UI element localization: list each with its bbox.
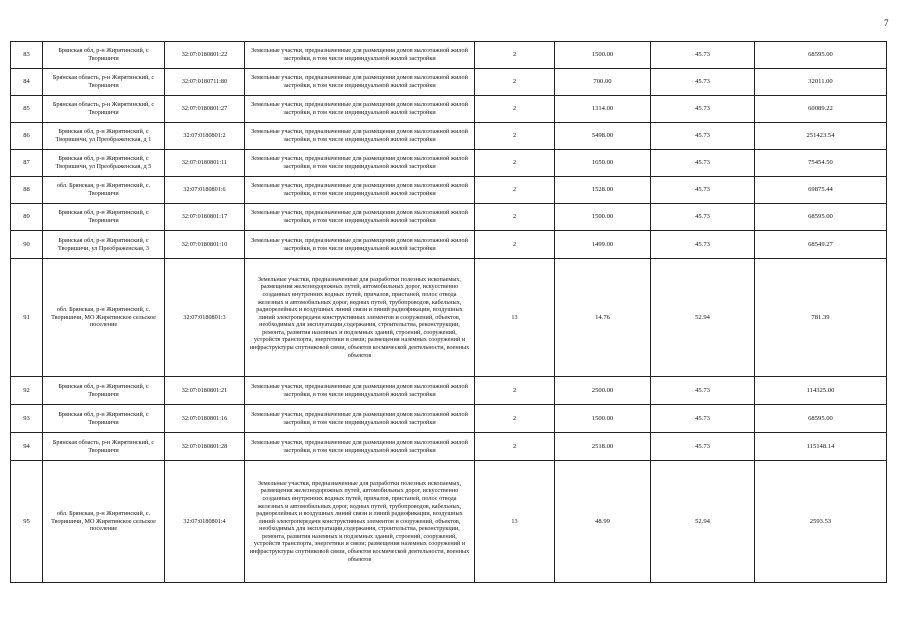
table-row xyxy=(11,405,887,433)
cadastral-number-cell: 32:07:0180801:17 xyxy=(165,204,245,231)
cadastral-number-cell: 32:07:0180801:22 xyxy=(165,42,245,69)
cadastral-number-cell: 32:07:0180801:27 xyxy=(165,96,245,123)
table-row xyxy=(11,204,887,231)
address-cell: Брянская обл, р-н Жирятинский, с Творишичи, ул Преображенская, 3 xyxy=(43,231,165,259)
land-use-purpose-cell: Земельные участки, предназначенные для размещения домов малоэтажной жилой застройки, в том числе индивидуальной жилой застройки xyxy=(245,433,475,461)
land-use-purpose-cell: Земельные участки, предназначенные для размещения домов малоэтажной жилой застройки, в том числе индивидуальной жилой застройки xyxy=(245,231,475,259)
table-row xyxy=(11,42,887,69)
cadastral-number-cell: 32:07:0180801:21 xyxy=(165,377,245,405)
row-number-cell: 88 xyxy=(11,177,43,204)
cadastral-value-cell: 60089.22 xyxy=(755,96,887,123)
group-number-cell: 2 xyxy=(475,69,555,96)
specific-value-cell: 45.73 xyxy=(651,150,755,177)
specific-value-cell: 45.73 xyxy=(651,433,755,461)
address-cell: Брянская обл, р-н Жирятинский, с Творишичи, ул Преображенская, д 5 xyxy=(43,150,165,177)
row-number-cell: 83 xyxy=(11,42,43,69)
area-cell: 1528.00 xyxy=(555,177,651,204)
area-cell: 48.99 xyxy=(555,461,651,583)
row-number-cell: 90 xyxy=(11,231,43,259)
table-row xyxy=(11,259,887,377)
area-cell: 1499.00 xyxy=(555,231,651,259)
land-use-purpose-cell: Земельные участки, предназначенные для разработки полезных ископаемых, размещения железнодорожных путей, автомобильных дорог, искусственно созданных внутренних водных путей, причалов, пристаней, полос отвода железных и автомобильных дорог, водных путей, трубопроводов, кабельных, радиорелейных и воздушных линий связи и линий радиофикации, воздушных линий электропередачи конструктивных элементов и сооружений, объектов, необходимых для эксплуатации,содержания, строительства, реконструкции, ремонта, развития наземных и подземных зданий, строений, сооружений, устройств транспорта, энергетики и связи; размещения наземных сооружений и инфраструктуры спутниковой связи, объектов космической деятельности, военных объектов xyxy=(245,259,475,377)
specific-value-cell: 45.73 xyxy=(651,69,755,96)
area-cell: 1650.00 xyxy=(555,150,651,177)
group-number-cell: 2 xyxy=(475,231,555,259)
cadastral-value-cell: 68549.27 xyxy=(755,231,887,259)
land-use-purpose-cell: Земельные участки, предназначенные для размещения домов малоэтажной жилой застройки, в том числе индивидуальной жилой застройки xyxy=(245,96,475,123)
row-number-cell: 87 xyxy=(11,150,43,177)
cadastral-number-cell: 32:07:0180801:11 xyxy=(165,150,245,177)
group-number-cell: 2 xyxy=(475,433,555,461)
area-cell: 1500.00 xyxy=(555,204,651,231)
row-number-cell: 92 xyxy=(11,377,43,405)
cadastral-value-cell: 75454.50 xyxy=(755,150,887,177)
cadastral-value-cell: 251423.54 xyxy=(755,123,887,150)
land-use-purpose-cell: Земельные участки, предназначенные для размещения домов малоэтажной жилой застройки, в том числе индивидуальной жилой застройки xyxy=(245,150,475,177)
cadastral-value-cell: 115148.14 xyxy=(755,433,887,461)
cadastral-number-cell: 32:07:0180801:10 xyxy=(165,231,245,259)
specific-value-cell: 52.94 xyxy=(651,461,755,583)
cadastral-value-cell: 2593.53 xyxy=(755,461,887,583)
cadastral-number-cell: 32:07:0180801:28 xyxy=(165,433,245,461)
address-cell: Брянская обл, р-н Жирятинский, с Творишичи xyxy=(43,42,165,69)
page-number: 7 xyxy=(884,18,889,28)
table-row xyxy=(11,150,887,177)
group-number-cell: 13 xyxy=(475,461,555,583)
group-number-cell: 13 xyxy=(475,259,555,377)
address-cell: Брянская обл, р-н Жирятинский, с Творишичи xyxy=(43,204,165,231)
land-use-purpose-cell: Земельные участки, предназначенные для размещения домов малоэтажной жилой застройки, в том числе индивидуальной жилой застройки xyxy=(245,204,475,231)
cadastral-value-cell: 781.39 xyxy=(755,259,887,377)
specific-value-cell: 45.73 xyxy=(651,231,755,259)
land-use-purpose-cell: Земельные участки, предназначенные для размещения домов малоэтажной жилой застройки, в том числе индивидуальной жилой застройки xyxy=(245,123,475,150)
row-number-cell: 89 xyxy=(11,204,43,231)
area-cell: 1500.00 xyxy=(555,42,651,69)
cadastral-value-cell: 68595.00 xyxy=(755,42,887,69)
address-cell: Брянская область, р-н Жирятинский, с Творишичи xyxy=(43,433,165,461)
land-use-purpose-cell: Земельные участки, предназначенные для размещения домов малоэтажной жилой застройки, в том числе индивидуальной жилой застройки xyxy=(245,42,475,69)
cadastral-number-cell: 32:07:0180801:4 xyxy=(165,461,245,583)
table-row xyxy=(11,461,887,583)
specific-value-cell: 52.94 xyxy=(651,259,755,377)
land-use-purpose-cell: Земельные участки, предназначенные для размещения домов малоэтажной жилой застройки, в том числе индивидуальной жилой застройки xyxy=(245,177,475,204)
address-cell: обл. Брянская, р-н Жирятинский, с. Творишичи xyxy=(43,177,165,204)
address-cell: Брянская область, р-н Жирятинский, с Творишичи xyxy=(43,96,165,123)
area-cell: 1314.00 xyxy=(555,96,651,123)
area-cell: 2518.00 xyxy=(555,433,651,461)
group-number-cell: 2 xyxy=(475,96,555,123)
table-row xyxy=(11,177,887,204)
table-row xyxy=(11,96,887,123)
group-number-cell: 2 xyxy=(475,177,555,204)
cadastral-number-cell: 32:07:0180801:3 xyxy=(165,259,245,377)
cadastral-number-cell: 32:07:0180801:6 xyxy=(165,177,245,204)
table-body xyxy=(11,42,887,583)
cadastral-number-cell: 32:07:0180801:16 xyxy=(165,405,245,433)
table-row xyxy=(11,69,887,96)
table-row xyxy=(11,231,887,259)
area-cell: 1500.00 xyxy=(555,405,651,433)
address-cell: Брянская область, р-н Жирятинский, с Творишичи xyxy=(43,69,165,96)
group-number-cell: 2 xyxy=(475,150,555,177)
specific-value-cell: 45.73 xyxy=(651,405,755,433)
row-number-cell: 86 xyxy=(11,123,43,150)
cadastral-value-cell: 114325.00 xyxy=(755,377,887,405)
area-cell: 5498.00 xyxy=(555,123,651,150)
specific-value-cell: 45.73 xyxy=(651,177,755,204)
cadastral-value-cell: 68595.00 xyxy=(755,204,887,231)
specific-value-cell: 45.73 xyxy=(651,204,755,231)
group-number-cell: 2 xyxy=(475,123,555,150)
specific-value-cell: 45.73 xyxy=(651,96,755,123)
address-cell: Брянская обл, р-н Жирятинский, с Творишичи, ул Преображенская, д 1 xyxy=(43,123,165,150)
land-use-purpose-cell: Земельные участки, предназначенные для размещения домов малоэтажной жилой застройки, в том числе индивидуальной жилой застройки xyxy=(245,377,475,405)
area-cell: 2500.00 xyxy=(555,377,651,405)
row-number-cell: 91 xyxy=(11,259,43,377)
address-cell: обл. Брянская, р-н Жирятинский, с. Творишичи, МО Жирятинское сельское поселение xyxy=(43,259,165,377)
land-plots-table xyxy=(10,41,887,583)
row-number-cell: 94 xyxy=(11,433,43,461)
address-cell: обл. Брянская, р-н Жирятинский, с. Творишичи, МО Жирятинское сельское поселение xyxy=(43,461,165,583)
row-number-cell: 95 xyxy=(11,461,43,583)
land-use-purpose-cell: Земельные участки, предназначенные для размещения домов малоэтажной жилой застройки, в том числе индивидуальной жилой застройки xyxy=(245,405,475,433)
specific-value-cell: 45.73 xyxy=(651,377,755,405)
land-use-purpose-cell: Земельные участки, предназначенные для размещения домов малоэтажной жилой застройки, в том числе индивидуальной жилой застройки xyxy=(245,69,475,96)
row-number-cell: 84 xyxy=(11,69,43,96)
address-cell: Брянская обл, р-н Жирятинский, с Творишичи xyxy=(43,405,165,433)
group-number-cell: 2 xyxy=(475,405,555,433)
specific-value-cell: 45.73 xyxy=(651,123,755,150)
group-number-cell: 2 xyxy=(475,377,555,405)
group-number-cell: 2 xyxy=(475,42,555,69)
area-cell: 14.76 xyxy=(555,259,651,377)
area-cell: 700.00 xyxy=(555,69,651,96)
land-use-purpose-cell: Земельные участки, предназначенные для разработки полезных ископаемых, размещения железнодорожных путей, автомобильных дорог, искусственно созданных внутренних водных путей, причалов, пристаней, полос отвода железных и автомобильных дорог, водных путей, трубопроводов, кабельных, радиорелейных и воздушных линий связи и линий радиофикации, воздушных линий электропередачи конструктивных элементов и сооружений, объектов, необходимых для эксплуатации,содержания, строительства, реконструкции, ремонта, развития наземных и подземных зданий, строений, сооружений, устройств транспорта, энергетики и связи; размещения наземных сооружений и инфраструктуры спутниковой связи, объектов космической деятельности, военных объектов xyxy=(245,461,475,583)
cadastral-value-cell: 68595.00 xyxy=(755,405,887,433)
group-number-cell: 2 xyxy=(475,204,555,231)
cadastral-number-cell: 32:07:0180801:2 xyxy=(165,123,245,150)
row-number-cell: 85 xyxy=(11,96,43,123)
cadastral-value-cell: 69875.44 xyxy=(755,177,887,204)
table-row xyxy=(11,123,887,150)
specific-value-cell: 45.73 xyxy=(651,42,755,69)
row-number-cell: 93 xyxy=(11,405,43,433)
cadastral-value-cell: 32011.00 xyxy=(755,69,887,96)
cadastral-number-cell: 32:07:0180711:80 xyxy=(165,69,245,96)
table-row xyxy=(11,377,887,405)
address-cell: Брянская обл, р-н Жирятинский, с Творишичи xyxy=(43,377,165,405)
table-row xyxy=(11,433,887,461)
